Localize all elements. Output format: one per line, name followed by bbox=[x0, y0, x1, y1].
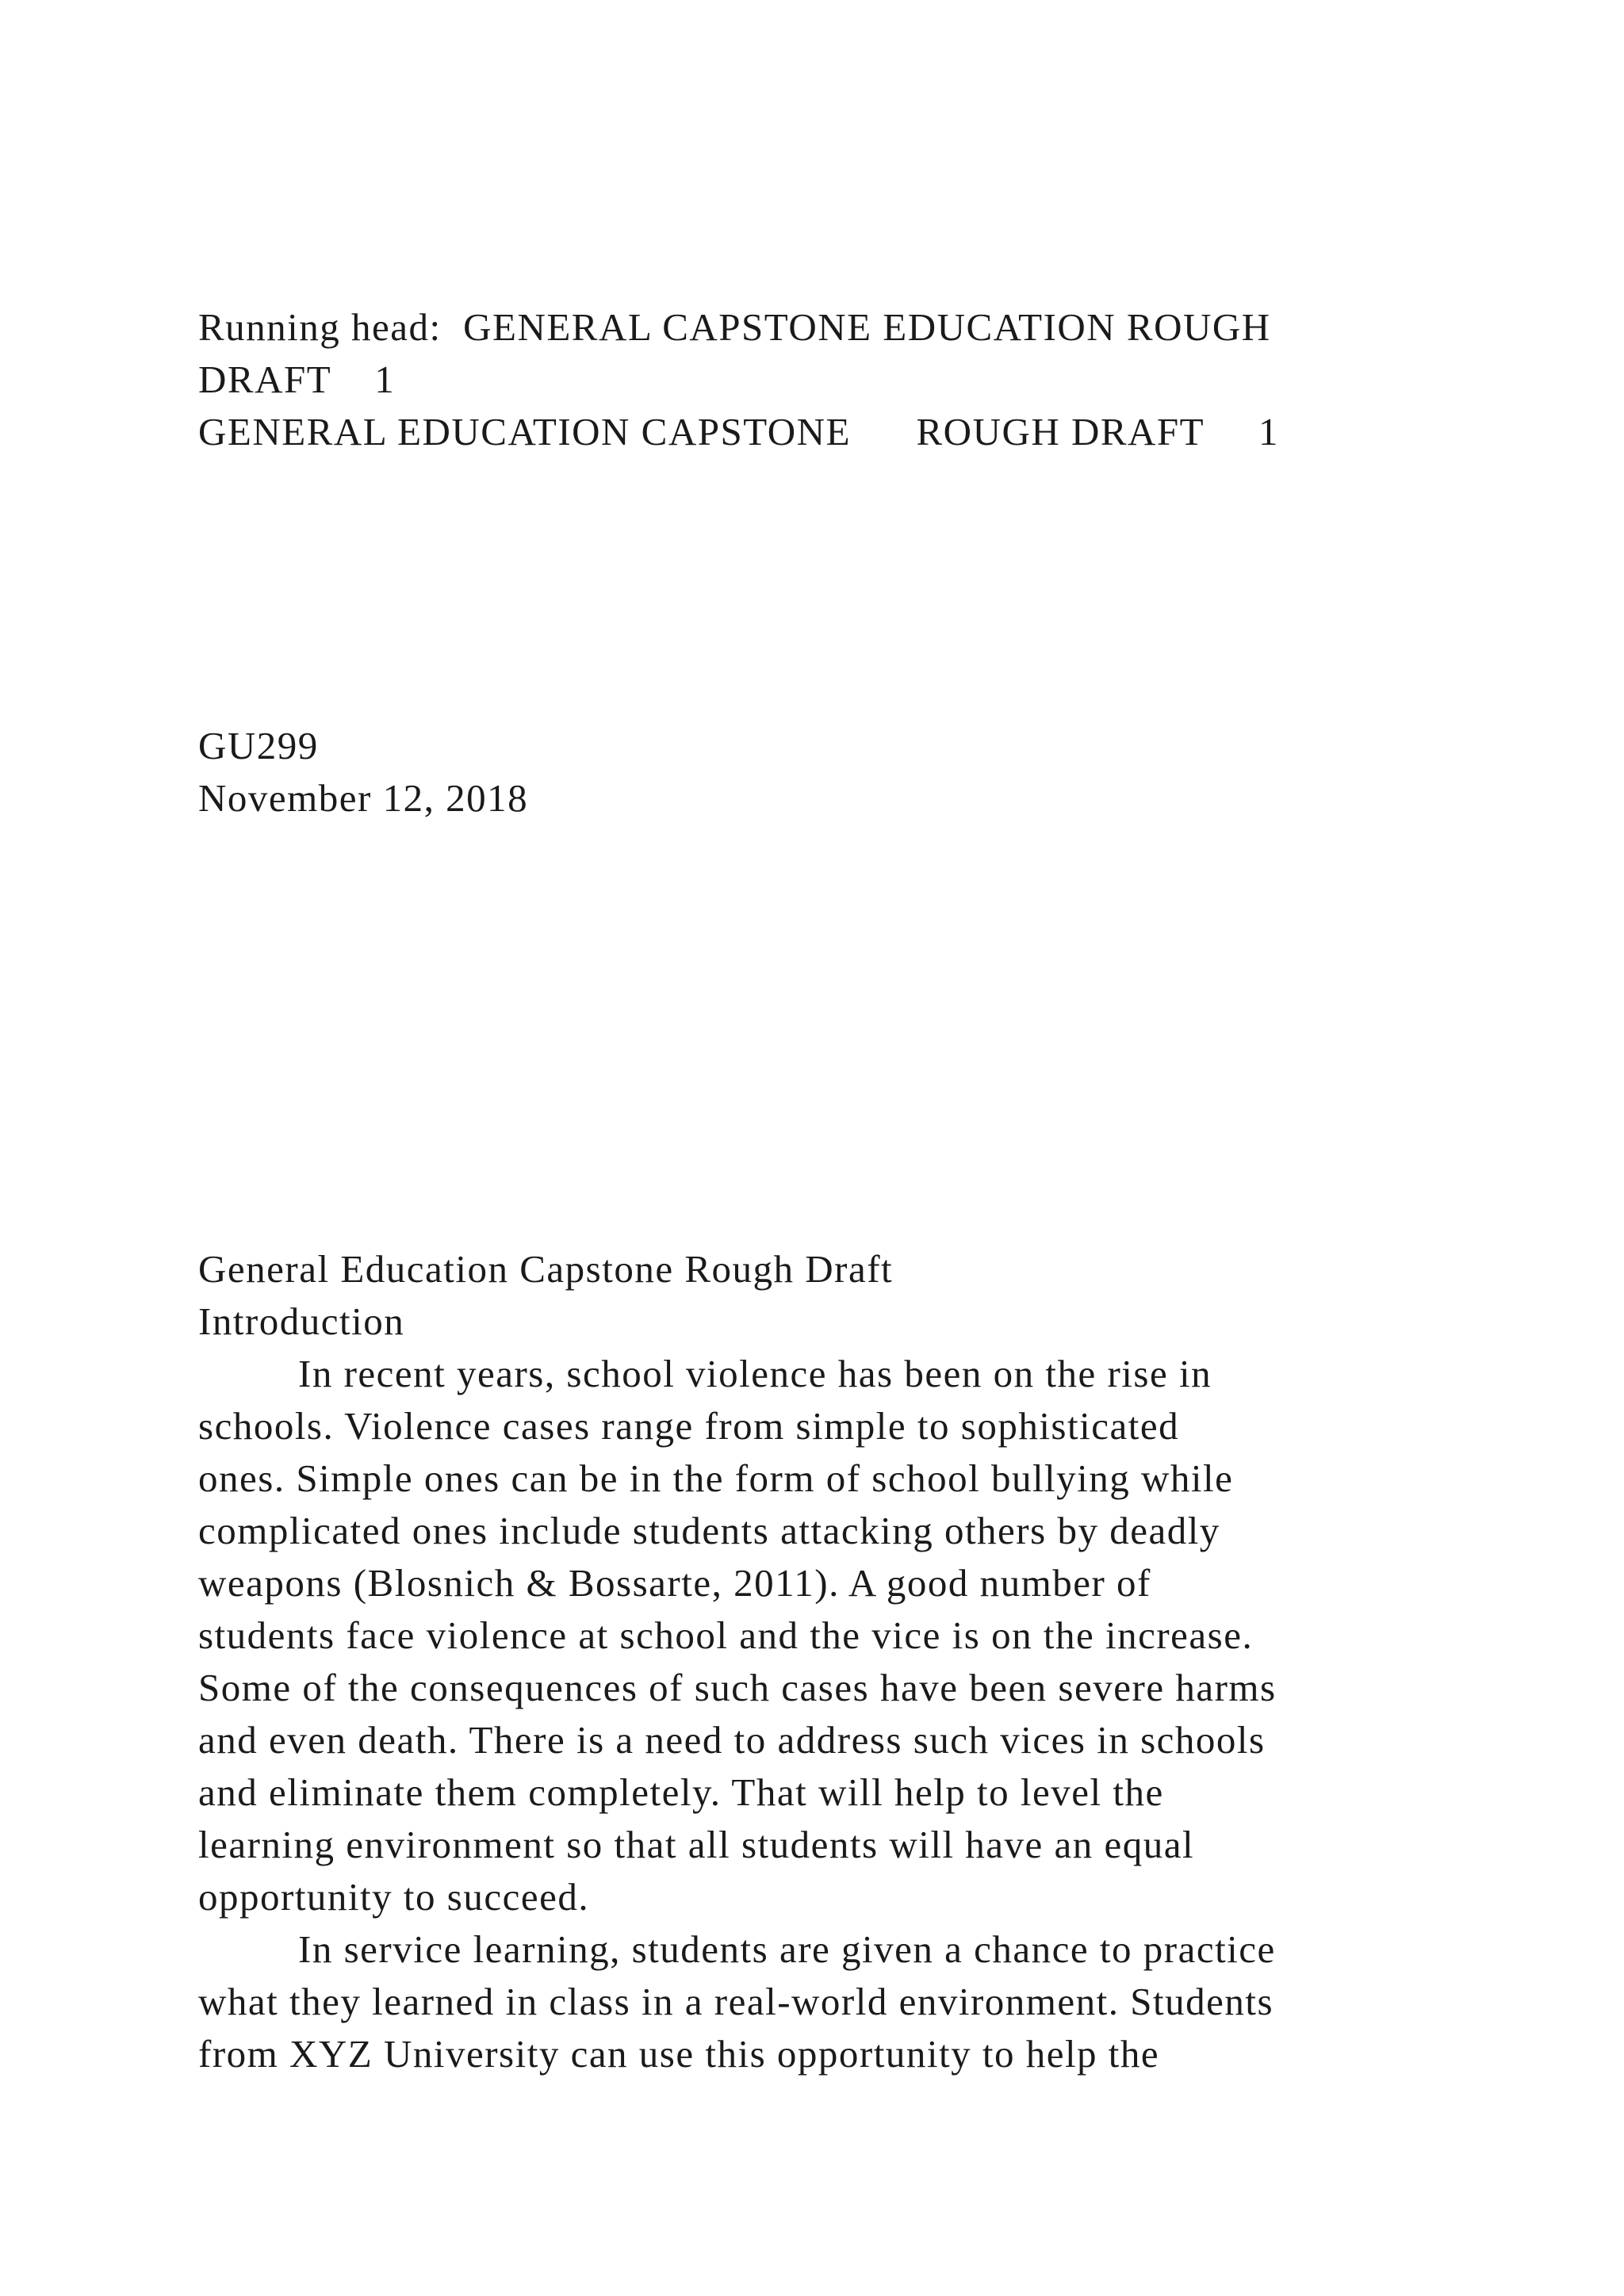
document-title: General Education Capstone Rough Draft bbox=[198, 1247, 894, 1291]
paragraph-line: weapons (Blosnich & Bossarte, 2011). A good number of bbox=[198, 1561, 1151, 1605]
paragraph-line: and even death. There is a need to address such vices in schools bbox=[198, 1718, 1266, 1762]
document-date: November 12, 2018 bbox=[198, 776, 529, 820]
paragraph-line: opportunity to succeed. bbox=[198, 1875, 590, 1919]
paragraph-line: students face violence at school and the vice is on the increase. bbox=[198, 1613, 1254, 1657]
running-head-line-2: DRAFT 1 bbox=[198, 358, 396, 401]
paragraph-line: Some of the consequences of such cases have been severe harms bbox=[198, 1666, 1277, 1709]
paragraph-line: In recent years, school violence has been on the rise in bbox=[298, 1352, 1212, 1395]
paragraph-line: and eliminate them completely. That will help to level the bbox=[198, 1770, 1164, 1814]
paragraph-line: from XYZ University can use this opportunity to help the bbox=[198, 2032, 1160, 2076]
paragraph-line: ones. Simple ones can be in the form of school bullying while bbox=[198, 1456, 1234, 1500]
paragraph-line: learning environment so that all students will have an equal bbox=[198, 1823, 1195, 1866]
paragraph-line: what they learned in class in a real-world environment. Students bbox=[198, 1980, 1274, 2023]
paragraph-line: schools. Violence cases range from simple to sophisticated bbox=[198, 1404, 1180, 1448]
running-head-line-1: Running head: GENERAL CAPSTONE EDUCATION ROUGH bbox=[198, 305, 1271, 349]
paragraph-line: complicated ones include students attacking others by deadly bbox=[198, 1509, 1220, 1552]
page-header: GENERAL EDUCATION CAPSTONE ROUGH DRAFT 1 bbox=[198, 410, 1279, 453]
section-heading: Introduction bbox=[198, 1299, 405, 1343]
course-code: GU299 bbox=[198, 724, 319, 767]
paragraph-line: In service learning, students are given a chance to practice bbox=[298, 1927, 1276, 1971]
